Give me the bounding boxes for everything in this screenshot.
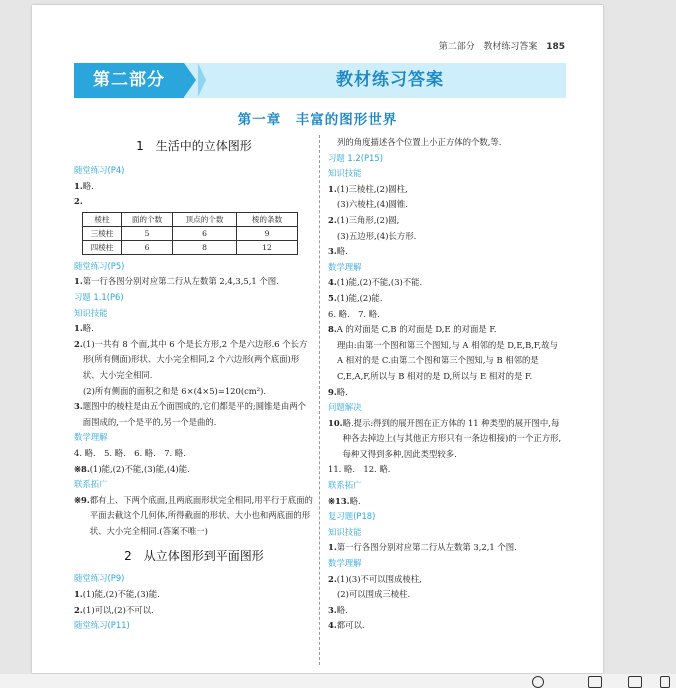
- banner-arrow-decoration: [184, 63, 196, 97]
- exercise-heading: 随堂练习(P11): [74, 620, 130, 631]
- answer-item: 1. 略.: [74, 323, 94, 334]
- running-head-title: 教材练习答案: [483, 42, 538, 52]
- category-heading: 知识技能: [328, 526, 362, 537]
- category-heading: 数学理解: [74, 432, 108, 443]
- answer-item: 5. (1)能,(2)能.: [328, 292, 383, 303]
- table-cell: 6: [173, 226, 237, 240]
- answer-continuation: 理由:由第一个图和第三个图知,与 A 相邻的是 D,E,B,F,故与 A 相对的是 C.由第二个图和第三个图知,与 B 相邻的是 C,E,A,F,所以与 B 相对的是 D,所以与 E 相对的是 F.: [337, 339, 558, 381]
- part-tag: 第二部分: [74, 63, 184, 98]
- answer-continuation: (3)六棱柱,(4)圆锥.: [337, 199, 408, 210]
- answer-item: 4. 都可以.: [328, 620, 365, 631]
- answer-item: ※8. (1)能,(2)不能,(3)能,(4)能.: [74, 463, 190, 474]
- answer-item: 3. 略.: [328, 604, 348, 615]
- answer-item: 1. 略.: [74, 180, 94, 191]
- table-header: 棱柱: [83, 212, 122, 226]
- document-view-icon[interactable]: [628, 676, 642, 688]
- exercise-heading: 复习题(P18): [328, 511, 376, 522]
- table-cell: 9: [237, 226, 298, 240]
- answer-item: 1. (1)能,(2)不能,(3)能.: [74, 589, 160, 600]
- page-number: 185: [546, 42, 565, 52]
- exercise-heading: 习题 1.2(P15): [328, 152, 383, 163]
- answer-item: 6. 略. 7. 略.: [328, 308, 380, 319]
- answer-item: 3. 略.: [328, 246, 348, 257]
- answer-item: ※13. 略.: [328, 495, 361, 506]
- table-header: 棱的条数: [237, 212, 298, 226]
- category-heading: 联系拓广: [328, 480, 362, 491]
- answer-item: 3. 题图中的棱柱是由五个面围成的,它们都是平的;圆锥是由两个面围成的,一个是平的,另一个是曲的.: [74, 401, 306, 427]
- chapter-title: 第一章 丰富的图形世界: [237, 112, 398, 128]
- section-title: 2 从立体图形到平面图形: [124, 549, 264, 564]
- viewer-status-bar: [0, 674, 676, 688]
- right-column: [328, 135, 566, 634]
- answer-item: 1. (1)三棱柱,(2)圆柱,: [328, 183, 408, 194]
- table-cell: 8: [173, 240, 237, 254]
- column-divider: [319, 135, 320, 665]
- category-heading: 数学理解: [328, 261, 362, 272]
- answer-item: 2.: [74, 196, 83, 207]
- answer-item: 2. (1)三角形,(2)圆,: [328, 214, 400, 225]
- table-header: 顶点的个数: [173, 212, 237, 226]
- banner-arrow-decoration-light: [198, 63, 206, 97]
- answer-item: 4. (1)能,(2)不能,(3)不能.: [328, 277, 423, 288]
- answer-item: 9. 略.: [328, 386, 348, 397]
- category-heading: 问题解决: [328, 402, 362, 413]
- answer-item: 4. 略. 5. 略. 6. 略. 7. 略.: [74, 447, 186, 458]
- table-cell: 四棱柱: [83, 240, 122, 254]
- category-heading: 知识技能: [74, 307, 108, 318]
- running-head: [439, 39, 565, 52]
- answer-item: 11. 略. 12. 略.: [328, 464, 391, 475]
- part-banner: [74, 63, 566, 98]
- globe-icon[interactable]: [532, 676, 544, 688]
- answer-item: 1. 第一行各图分别对应第二行从左数第 2,4,3,5,1 个图.: [74, 276, 279, 287]
- table-cell: 6: [122, 240, 173, 254]
- table-header-row: [83, 212, 298, 226]
- category-heading: 联系拓广: [74, 479, 108, 490]
- answer-continuation: (2)可以围成三棱柱.: [337, 589, 411, 600]
- answer-item: 1. 第一行各图分别对应第二行从左数第 3,2,1 个图.: [328, 542, 517, 553]
- exercise-heading: 习题 1.1(P6): [74, 291, 124, 302]
- answer-continuation: 列的角度描述各个位置上小正方体的个数,等.: [337, 137, 502, 147]
- table-cell: 12: [237, 240, 298, 254]
- exercise-heading: 随堂练习(P5): [74, 260, 125, 271]
- document-page: [32, 5, 603, 673]
- table-row: [83, 240, 298, 254]
- answer-continuation: (2)所有侧面的面积之和是 6×(4×5)=120(cm²).: [83, 385, 267, 396]
- left-column: [74, 135, 314, 634]
- table-cell: 5: [122, 226, 173, 240]
- answer-continuation: (3)五边形,(4)长方形.: [337, 230, 417, 241]
- exercise-heading: 随堂练习(P4): [74, 165, 125, 175]
- single-page-view-icon[interactable]: [588, 676, 602, 688]
- exercise-heading: 随堂练习(P9): [74, 573, 125, 584]
- part-title: 教材练习答案: [336, 70, 444, 90]
- answer-item: 8. A 的对面是 C,B 的对面是 D,E 的对面是 F.: [328, 324, 497, 335]
- section-title: 1 生活中的立体图形: [136, 139, 252, 153]
- two-page-view-icon[interactable]: [660, 676, 670, 688]
- table-cell: 三棱柱: [83, 226, 122, 240]
- table-row: [83, 226, 298, 240]
- answer-item: 2. (1)(3)不可以围成棱柱,: [328, 573, 422, 584]
- answer-item: ※9. 都有上、下两个底面,且两底面形状完全相同,用平行于底面的平面去截这个几何体,所得截面的形状、大小也和两底面的形状、大小完全相同.(答案不唯一): [74, 494, 313, 536]
- table-header: 面的个数: [122, 212, 173, 226]
- answer-item: 2. (1)一共有 8 个面,其中 6 个是长方形,2 个是六边形.6 个长方形(所有侧面)形状、大小完全相同,2 个六边形(两个底面)形状、大小完全相同.: [74, 338, 308, 380]
- category-heading: 知识技能: [328, 168, 362, 179]
- running-head-section: 第二部分: [438, 42, 475, 52]
- prism-table: [82, 212, 298, 255]
- answer-item: 10. 略.提示:得到的展开图在正方体的 11 种类型的展开图中,每种各去掉边上(与其他正方形只有一条边相接)的一个正方形,每种又得到多种,因此类型较多.: [328, 417, 562, 459]
- category-heading: 数学理解: [328, 558, 362, 569]
- answer-item: 2. (1)可以,(2)不可以.: [74, 604, 154, 615]
